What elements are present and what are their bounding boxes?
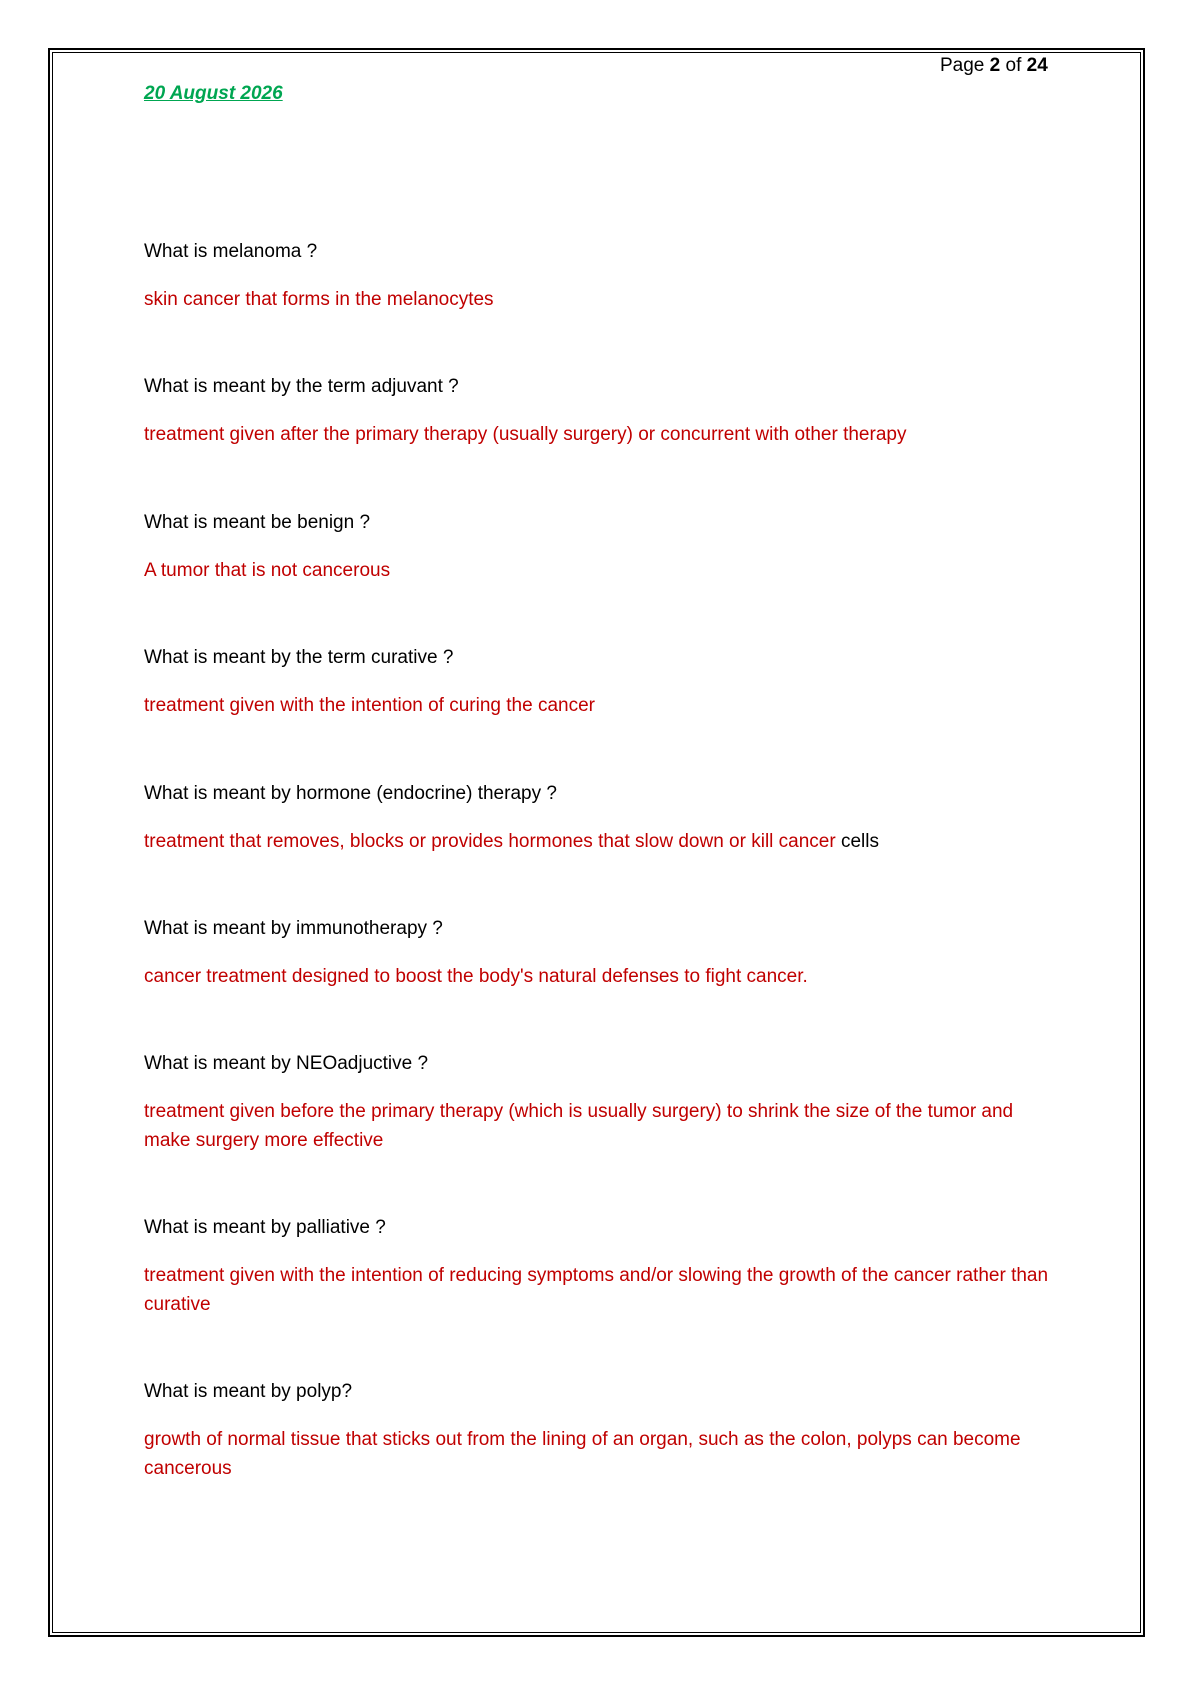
answer: treatment given after the primary therapy (usually surgery) or concurrent with other therapy bbox=[144, 424, 907, 445]
question: What is meant by palliative ? bbox=[144, 1217, 386, 1238]
document-date: 20 August 2026 bbox=[144, 83, 283, 104]
qa-item-hormone-therapy bbox=[144, 782, 1064, 856]
answer-tail: cells bbox=[835, 831, 879, 852]
qa-item-curative bbox=[144, 646, 1064, 720]
question: What is meant by the term curative ? bbox=[144, 647, 454, 668]
page-total: 24 bbox=[1026, 55, 1048, 76]
answer: treatment given with the intention of curing the cancer bbox=[144, 695, 595, 716]
answer: treatment given with the intention of reducing symptoms and/or slowing the growth of the cancer rather than curative bbox=[144, 1265, 1049, 1315]
qa-item-immunotherapy bbox=[144, 917, 1064, 991]
page-number bbox=[940, 55, 1048, 77]
qa-item-benign bbox=[144, 511, 1064, 585]
question: What is meant by NEOadjuctive ? bbox=[144, 1053, 429, 1074]
question: What is meant be benign ? bbox=[144, 512, 371, 533]
page-word: Page bbox=[940, 55, 985, 76]
question: What is meant by hormone (endocrine) therapy ? bbox=[144, 783, 557, 804]
page-current: 2 bbox=[989, 55, 1001, 76]
answer: growth of normal tissue that sticks out from the lining of an organ, such as the colon, polyps can become cancerous bbox=[144, 1429, 1021, 1479]
qa-item-adjuvant bbox=[144, 375, 1064, 449]
answer: cancer treatment designed to boost the body's natural defenses to fight cancer. bbox=[144, 966, 808, 987]
qa-item-polyp bbox=[144, 1380, 1064, 1483]
qa-item-melanoma bbox=[144, 240, 1064, 314]
question: What is meant by polyp? bbox=[144, 1381, 353, 1402]
answer: A tumor that is not cancerous bbox=[144, 560, 391, 581]
question: What is meant by immunotherapy ? bbox=[144, 918, 443, 939]
qa-item-neoadjuvant bbox=[144, 1052, 1064, 1155]
answer bbox=[144, 827, 1064, 856]
answer-text: treatment that removes, blocks or provides hormones that slow down or kill cancer bbox=[144, 831, 836, 852]
question: What is meant by the term adjuvant ? bbox=[144, 376, 459, 397]
answer: treatment given before the primary therapy (which is usually surgery) to shrink the size of the tumor and make surgery more effective bbox=[144, 1101, 1014, 1151]
page-of: of bbox=[1005, 55, 1022, 76]
question: What is melanoma ? bbox=[144, 241, 318, 262]
qa-item-palliative bbox=[144, 1216, 1064, 1319]
answer: skin cancer that forms in the melanocytes bbox=[144, 289, 494, 310]
